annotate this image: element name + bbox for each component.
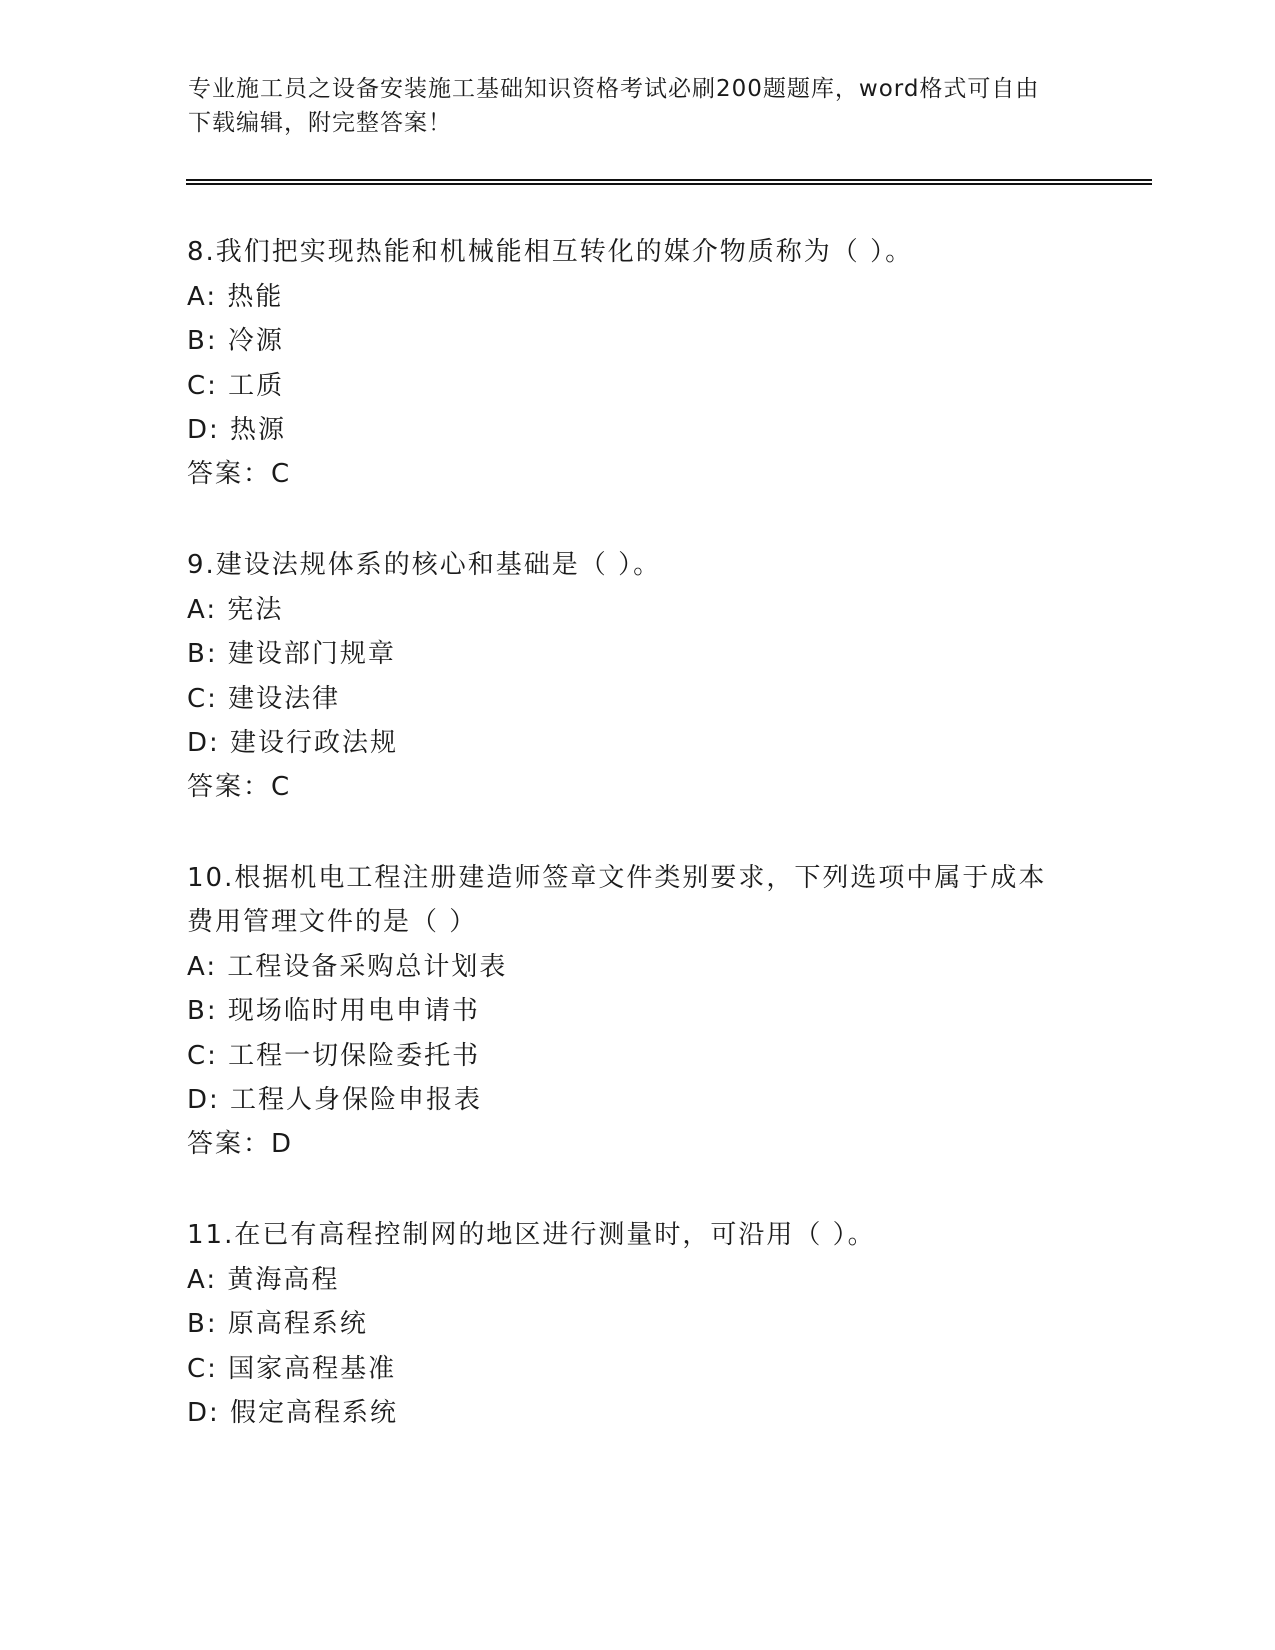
question-8-answer: 答案：C [187,459,292,489]
document-header [188,72,1068,140]
question-11-option-a: A: 黄海高程 [187,1265,340,1295]
header-line-2: 下载编辑，附完整答案！ [188,110,452,136]
question-8-stem: 8.我们把实现热能和机械能相互转化的媒介物质称为（ ）。 [187,237,914,267]
question-10-option-a: A: 工程设备采购总计划表 [187,952,508,982]
question-11-option-c: C: 国家高程基准 [187,1354,397,1384]
header-divider-top [186,179,1152,181]
header-line-1: 专业施工员之设备安装施工基础知识资格考试必刷200题题库，word格式可自由 [188,76,1040,102]
question-9-option-c: C: 建设法律 [187,684,341,714]
question-11-option-d: D: 假定高程系统 [187,1398,399,1428]
question-8-option-b: B: 冷源 [187,326,284,356]
question-10-option-b: B: 现场临时用电申请书 [187,996,480,1026]
question-10-option-c: C: 工程一切保险委托书 [187,1041,481,1071]
question-10-stem-line-1: 10.根据机电工程注册建造师签章文件类别要求，下列选项中属于成本 [187,863,1047,893]
question-9-answer: 答案：C [187,772,292,802]
header-divider-bottom [186,183,1152,185]
question-11-option-b: B: 原高程系统 [187,1309,368,1339]
question-9-option-d: D: 建设行政法规 [187,728,399,758]
question-8-option-c: C: 工质 [187,371,285,401]
question-9-option-b: B: 建设部门规章 [187,639,396,669]
question-9-stem: 9.建设法规体系的核心和基础是（ ）。 [187,550,662,580]
question-8-option-d: D: 热源 [187,415,287,445]
question-11-stem: 11.在已有高程控制网的地区进行测量时，可沿用（ ）。 [187,1220,876,1250]
question-10-answer: 答案：D [187,1129,294,1159]
question-9-option-a: A: 宪法 [187,595,284,625]
question-10-option-d: D: 工程人身保险申报表 [187,1085,483,1115]
question-10-stem-line-2: 费用管理文件的是（ ） [187,907,478,937]
question-8-option-a: A: 热能 [187,282,284,312]
